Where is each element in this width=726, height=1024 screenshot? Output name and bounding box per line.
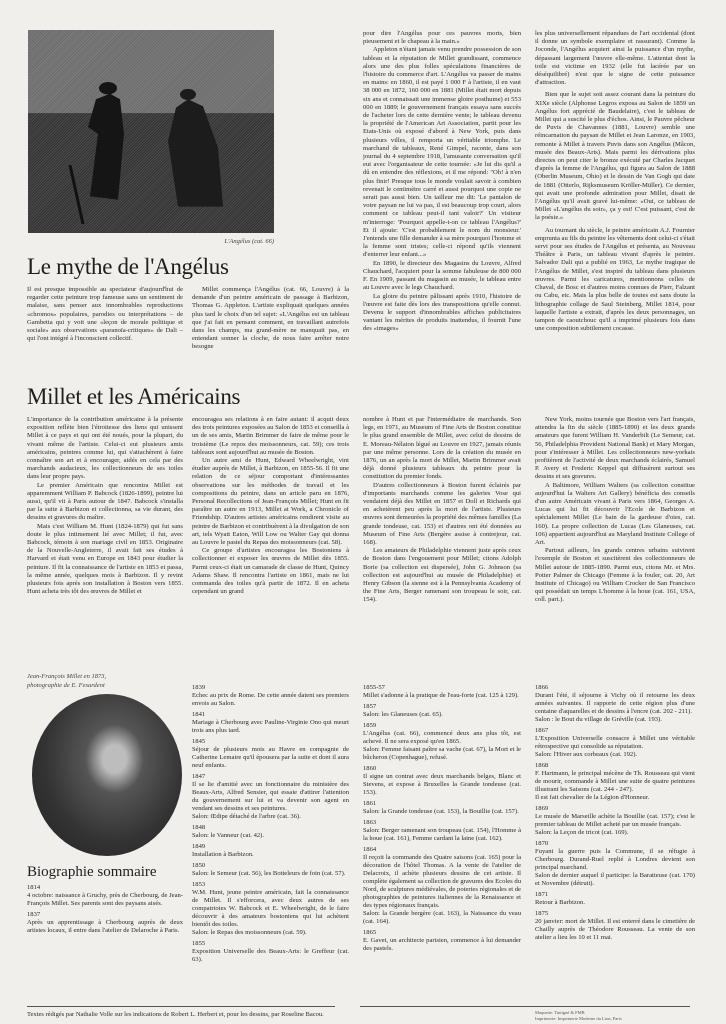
timeline-salon: Salon : le Bout du village de Gréville (cat. 193). — [535, 716, 662, 723]
timeline-year: 1863 — [363, 819, 377, 826]
timeline-text: Salon: le Vanneur (cat. 42). — [192, 832, 265, 839]
timeline-year: 1841 — [192, 711, 206, 718]
footer-rule — [360, 1006, 690, 1007]
bio-col-3 — [363, 684, 521, 956]
paragraph: L'importance de la contribution américaine à la présente exposition reflète bien l'étroitesse des liens qui unissent Millet à ce pays et qui ont été noués, pour la plupart, du vivant même de l'artiste. Celui-ci eut plusieurs amis américains, peintres comme lui, qui s'attachèrent à faire connaître son art et à encourager, aidés en cela par des marchands audacieux, les collectionneurs de ses toiles dans leur propre pays. — [27, 416, 183, 481]
timeline-text: Il se lie d'amitié avec un fonctionnaire du ministère des Beaux-Arts, Alfred Sensier, qui essaie d'attirer l'attention du gouvernement sur lui et va devenir son agent en vendant ses dessins et ses peintures. — [192, 781, 349, 812]
paragraph: New York, moins tournée que Boston vers l'art français, attendra la fin du siècle (1885-1890) et les deux grands amateurs que furent William H. Vanderbilt (Le Semeur, cat. 56, Philadelphia Provident National Bank) et Mary Morgan, pour s'intéresser à Millet. Les collectionneurs new-yorkais profitèrent de l'activité de deux marchands éclairés, Samuel P. Avery et Frederic Keppel qui diffusèrent surtout ses dessins et ses gravures. — [535, 416, 695, 481]
paragraph: Appleton n'étant jamais venu prendre possession de son tableau et la réputation de Millet grandissant, commence alors une des plus folles spéculations financières de l'histoire du commerce d'art. L'Angélus va passer de mains en mains: en 1860, il est payé 1 000 F à l'artiste, il en vaut 38 000 en 1872, 160 000 en 1881 (Millet était mort depuis six ans et connaissait une immense gloire posthume) et 553 000 en 1889; le gouvernement français essaya sans succès de l'acheter lors de cette dernière vente; le tableau devenu la propriété de l'American Art Association, partit pour les Etats-Unis où exposé d'abord à New York, puis dans plusieurs villes, il remporta un véritable triomphe. Le marchand de tableaux, René Gimpel, raconte, dans son journal du 4 septembre 1918, l'amusante conversation qu'il eut avec l'organisateur de cette tournée: «Je lui dis qu'il a dû en entendre des réflexions, et il me répond: "Oh! à n'en plus finir! Presque tous le monde voulait savoir à combien revenait le centimètre carré et aussi pourquoi une copie ne serait pas aussi bien. Un tailleur me dit: 'Le pantalon de votre paysan ne lui va pas, il est beaucoup trop court, alors comment ce tableau peut-il tant valoir?' Un visiteur m'interroge: 'Pourquoi appelle-t-on ce tableau l'Angélus?' Et il ajoute: 'C'est probablement le nom du monsieur.' J'entends une fille demander à sa mère pourquoi l'homme et la femme sont tristes; celle-ci répond qu'ils viennent d'enterrer leur enfant...» — [363, 46, 521, 259]
timeline-year: 1855 — [192, 940, 206, 947]
timeline-year: 1857 — [363, 703, 377, 710]
timeline-entry — [192, 940, 349, 964]
footer-printing — [535, 1010, 622, 1022]
timeline-text: Exposition Universelle des Beaux-Arts: le Greffeur (cat. 63). — [192, 948, 349, 963]
layout-credit: Maquette: Tintigné & FMB — [535, 1010, 585, 1015]
section-title-angelus: Le mythe de l'Angélus — [27, 254, 229, 279]
timeline-entry — [535, 840, 695, 888]
timeline-text: 4 octobre: naissance à Gruchy, près de Cherbourg, de Jean-François Millet. Ses parents sont des paysans aisés. — [27, 892, 183, 907]
timeline-salon: Salon: la Grande bergère (cat. 163), la Naissance du veau (cat. 164). — [363, 910, 521, 925]
timeline-salon: Salon: la Leçon de tricot (cat. 169). — [535, 829, 629, 836]
paragraph: La gloire du peintre pâlissant après 1910, l'histoire de l'œuvre est faite dès lors des transpositions qu'elle connut. Devenu le support d'innombrables affiches publicitaires vantant les mérites de produits inattendus, il fournit l'une des «images» — [363, 292, 521, 333]
paragraph: encouragea ses relations à en faire autant: il acquit deux des trois peintures exposées au Salon de 1853 et conseilla à un de ses amis, Martin Brimmer de faire de même pour le troisième (Le repos des moissonneurs, cat. 59); ces trois tableaux sont aujourd'hui au musée de Boston. — [192, 416, 349, 456]
portrait-caption — [27, 672, 106, 690]
paragraph: nombre à Hunt et par l'intermédiaire de marchands. Son legs, en 1971, au Museum of Fine Arts de Boston constitue le plus grand ensemble de Millet, avec celui de dessins de E. Moreau-Nélaton légué au Louvre en 1927, jamais réunis par une même personne. Lors de la création du musée en 1876, un an après la mort de Millet, Martin Brimmer avait déjà donné plusieurs tableaux du peintre pour la constitution du premier fonds. — [363, 416, 521, 481]
timeline-year: 1860 — [363, 765, 377, 772]
timeline-year: 1839 — [192, 684, 206, 691]
angelus-col-4 — [535, 30, 695, 333]
timeline-entry — [363, 800, 521, 816]
timeline-text: Salon: la Grande tondeuse (cat. 153), la Bouillie (cat. 157). — [363, 808, 519, 815]
paragraph: Au tournant du siècle, le peintre américain A.J. Fournier emprunta au fils du peintre les vêtements dont celui-ci s'était servi pour ses études de l'Angélus et présenta, au Nouveau Théâtre à Paris, un tableau vivant d'après le peintre. Salvador Dali qui a publié en 1963, Le mythe tragique de l'Angélus de Millet, s'est inspiré du tableau dans plusieurs œuvres. Parmi les caricatures, mentionnons celles de Chaval, de Bosc et d'autres moins connues de Pierr, Falzant ou Cabu, etc. Mais la plus belle de toutes est sans doute la lithographie collage de Saul Steinberg, Millet 1814, pour laquelle l'artiste a extrait, d'après les deux personnages, un tampon de caoutchouc qu'il a imprimé plusieurs fois dans une composition subtilement cocasse. — [535, 226, 695, 333]
timeline-entry — [535, 684, 695, 724]
timeline-text: Durant l'été, il séjourne à Vichy où il retourne les deux années suivantes. Il rapporte de cette région plus d'une centaine d'aquarelles et de dessins à l'encre (cat. 202 - 211). — [535, 692, 695, 715]
timeline-entry — [363, 846, 521, 926]
paragraph: Millet commença l'Angélus (cat. 66, Louvre) à la demande d'un peintre américain de passage à Barbizon, Thomas G. Appleton. L'artiste expliquait quelques années plus tard le choix d'un tel sujet: «L'Angélus est un tableau que j'ai fait en pensant comment, en travaillant autrefois dans les champs, ma grand-mère ne manquait pas, en entendant sonner la cloche, de nous faire arrêter notre besogne — [192, 286, 349, 351]
timeline-text: Il signe un contrat avec deux marchands belges, Blanc et Stevens, et expose à Bruxelles la Grande tondeuse (cat. 153). — [363, 773, 521, 796]
paragraph: Bien que le sujet soit assez courant dans la peinture du XIXe siècle (Alphonse Legros exposa au Salon de 1859 un Angélus fort apprécié de Baudelaire), c'est le tableau de Millet qui a suscité le plus d'échos. Ainsi, le Pauvre pêcheur de Puvis de Chavannes (1881, Louvre) semble une réincarnation du paysan de Millet et Jean Laronze, en 1903, remonte à Millet à travers Puvis dans son Angélus (Mâcon, musée des Beaux-Arts). Mais parmi les dérivations plus directes on peut citer le bronze exécuté par Charles Jacquet d'après la femme de l'Angélus, qui figura au Salon de 1888 (Oberlin Museum, Ohio) et le dessin de Van Gogh qui date de 1881 (Otterlo, Rijksmuseum Kröller-Müller). Ce dernier, qui avait une profonde admiration pour Millet, disait de l'Angélus qu'il avait gravé lui-même: «Oui, ce tableau de Millet «L'angélus du soir», ça y est! C'est puissant, c'est de la poésie.» — [535, 91, 695, 222]
timeline-year: 1848 — [192, 824, 206, 831]
timeline-entry — [535, 727, 695, 759]
timeline-text: Installation à Barbizon. — [192, 851, 254, 858]
timeline-text: 20 janvier: mort de Millet. Il est enterré dans le cimetière de Chailly auprès de Théodore Rousseau. La vente de son atelier a lieu les 10 et 11 mai. — [535, 918, 695, 941]
timeline-salon: Salon: le Repas des moissonneurs (cat. 59). — [192, 929, 307, 936]
timeline-year: 1871 — [535, 891, 549, 898]
bio-title: Biographie sommaire — [27, 864, 157, 880]
angelus-caption: L'Angélus (cat. 66) — [224, 238, 274, 245]
americains-col-4 — [535, 416, 695, 605]
timeline-year: 1845 — [192, 738, 206, 745]
paragraph: Partout ailleurs, les grands centres urbains suivirent l'exemple de Boston et suscitèrent des collectionneurs de Millet autour de 1885-1890. Parmi eux, citons Mr. et Mrs. Potter Palmer de Chicago (Femme à la fouler, cat. 20, Art Institute of Chicago) ou William Crocker de San Francisco qui possédait un temps L'homme à la houe (cat. 161, USA, coll. part.). — [535, 547, 695, 604]
paragraph: les plus universellement répandues de l'art occidental (dont il donne un symbole exemplaire et rassurant). Comme la Joconde, l'Angélus acquiert ainsi la puissance d'un mythe, dépassant largement l'œuvre elle-même. L'attentat dont la toile est victime en 1932 (elle fut lacérée par un déséquilibré) n'est que le signe de cette puissance d'attraction. — [535, 30, 695, 87]
timeline-year: 1837 — [27, 911, 41, 918]
angelus-painting-image — [28, 30, 274, 233]
paragraph: Le premier Américain que rencontra Millet est apparemment William P. Babcock (1826-1899), peintre lui aussi, qu'il vit à Paris autour de 1847. Babcock s'installa par la suite à Barbizon et collectionna, sa vie durant, des dessins et gravures du maître. — [27, 481, 183, 522]
timeline-salon: Salon de dernier auquel il participe: la Baratteuse (cat. 170) et Novembre (détruit). — [535, 872, 695, 887]
timeline-year: 1875 — [535, 910, 549, 917]
timeline-salon: Salon: Femme faisant paître sa vache (cat. 67), la Mort et le bûcheron (Copenhague), refusé. — [363, 746, 521, 761]
timeline-entry — [363, 819, 521, 843]
timeline-entry — [363, 929, 521, 953]
paragraph: pour dire l'Angélus pour ces pauvres morts, bien pieusement et le chapeau à la main.» — [363, 30, 521, 46]
timeline-year: 1868 — [535, 762, 549, 769]
timeline-year: 1867 — [535, 727, 549, 734]
timeline-text: Fuyant la guerre puis la Commune, il se réfugie à Cherbourg. Durand-Ruel replié à Londres devient son principal marchand. — [535, 848, 695, 871]
section-title-americains: Millet et les Américains — [27, 384, 241, 409]
footer-credits: Textes rédigés par Nathalie Volle sur les indications de Robert L. Herbert et, pour les dessins, par Roseline Bacou. — [27, 1011, 324, 1018]
paragraph: Un autre ami de Hunt, Edward Wheelwright, vint étudier auprès de Millet, à Barbizon, en 1855-56. Il fit une relation de ce séjour comportant d'intéressantes observations sur les méthodes de travail et les compositions du peintre, dans un article paru en 1876, Personal Recollections of Jean-François Millet; Hunt en fit paraître un autre en 1913, Millet at Work, a Chronicle of Friendship. D'autres artistes américains rendirent visite au peintre de Barbizon et contribuèrent à la divulgation de son art, tels Wyatt Eaton, Will Low ou Walter Gay qui donna au Louvre le pastel du Repas des moissonneurs (cat. 58). — [192, 457, 349, 547]
timeline-entry — [192, 773, 349, 821]
timeline-entry — [535, 762, 695, 802]
bio-col-4 — [535, 684, 695, 945]
portrait-caption-line: Jean-François Millet en 1873, — [27, 673, 107, 680]
timeline-entry — [192, 738, 349, 770]
timeline-salon: Salon: l'Hiver aux corbeaux (cat. 192). — [535, 751, 638, 758]
timeline-text: Salon: les Glaneuses (cat. 65). — [363, 711, 443, 718]
timeline-year: 1859 — [363, 722, 377, 729]
timeline-year: 1814 — [27, 884, 41, 891]
timeline-entry — [363, 765, 521, 797]
timeline-text: Le musée de Marseille achète la Bouillie (cat. 157); c'est le premier tableau de Millet acheté par un musée français. — [535, 813, 695, 828]
angelus-painting-figures — [28, 30, 274, 233]
timeline-text: F. Hartmann, le principal mécène de Th. Rousseau qui vient de mourir, commande à Millet une suite de quatre peintures illustrant les Saisons (cat. 244 - 247). — [535, 770, 695, 793]
timeline-text: Echec au prix de Rome. De cette année datent ses premiers envois au Salon. — [192, 692, 349, 707]
timeline-text: Salon: le Semeur (cat. 56), les Botteleurs de foin (cat. 57). — [192, 870, 346, 877]
timeline-year: 1850 — [192, 862, 206, 869]
timeline-entry — [535, 891, 695, 907]
angelus-col-2 — [192, 286, 349, 352]
timeline-text: Retour à Barbizon. — [535, 899, 585, 906]
timeline-entry — [535, 910, 695, 942]
paragraph: A Baltimore, William Walters (sa collection constitue aujourd'hui la Walters Art Gallery) bénéficia des conseils d'un autre Américain vivant à Paris vers 1864, Georges A. Lucas qui lui fit découvrir l'Ecole de Barbizon et spécialement Millet (Le bain de la gardeuse d'oies, cat. 160). La propre collection de Lucas (Les Glaneuses, cat. 106) appartient aujourd'hui au Maryland Institute College of Art. — [535, 481, 695, 547]
timeline-year: 1869 — [535, 805, 549, 812]
timeline-text: Séjour de plusieurs mois au Havre en compagnie de Catherine Lemaire qu'il épousera par la suite et dont il aura neuf enfants. — [192, 746, 349, 769]
printer-credit: Imprimerie: Imprimerie Moderne du Lion, Paris — [535, 1016, 622, 1021]
footer-rule — [27, 1006, 335, 1007]
timeline-text: L'Angélus (cat. 66), commencé deux ans plus tôt, est achevé. Il ne sera exposé qu'en 1865. — [363, 730, 521, 745]
americains-col-1 — [27, 416, 183, 596]
millet-portrait-photo — [32, 694, 182, 856]
timeline-entry — [27, 911, 183, 935]
timeline-entry — [535, 805, 695, 837]
timeline-year: 1865 — [363, 929, 377, 936]
paragraph: Mais c'est William M. Hunt (1824-1879) qui fut sans doute le plus intimement lié avec Millet; il fut, avec Babcock, témoin à son mariage civil en 1853. Originaire de la Nouvelle-Angleterre, il avait fait ses études à Harvard et était venu en Europe en 1843 pour étudier la peinture. Il fit la connaissance de l'artiste en 1853 et passa, la même année, quelques mois à Barbizon. Il y revint plusieurs fois après son installation à Boston vers 1855. Hunt acheta très tôt des œuvres de Millet et — [27, 522, 183, 596]
paragraph: Il est presque impossible au spectateur d'aujourd'hui de regarder cette peinture trop fameuse sans un sentiment de malaise, sans penser aux innombrables reproductions «chromos» populaires, parodies ou interprétations – de Gambetta qui y voit une «leçon de morale politique et sociale» aux observations «paranoïa-critiques» de Dali – qui l'ont intégré à l'inconscient collectif. — [27, 286, 183, 343]
timeline-year: 1861 — [363, 800, 377, 807]
timeline-year: 1855-57 — [363, 684, 385, 691]
timeline-text: Après un apprentissage à Cherbourg auprès de deux artistes locaux, il entre dans l'atelier de Delaroche à Paris. — [27, 919, 183, 934]
portrait-caption-line: photographie de E. Fesardent — [27, 682, 105, 689]
timeline-entry — [192, 843, 349, 859]
timeline-text: Il reçoit la commande des Quatre saisons (cat. 165) pour la décoration de l'hôtel Thomas. A la vente de l'atelier de Delacroix, il achète plusieurs dessins de cet artiste. Il complète également sa collection de gravures des Ecoles du Nord, de sculptures médiévales, de poteries régionales et de photographies de peintures italiennes de la Renaissance et des types régionaux français. — [363, 854, 521, 909]
americains-col-2 — [192, 416, 349, 596]
timeline-entry — [27, 884, 183, 908]
timeline-entry — [192, 824, 349, 840]
timeline-entry — [192, 711, 349, 735]
timeline-text: Salon: Berger ramenant son troupeau (cat. 154), l'Homme à la houe (cat. 161), Femme cardant la laine (cat. 162). — [363, 827, 521, 842]
timeline-entry — [192, 881, 349, 937]
bio-col-2 — [192, 684, 349, 967]
timeline-text: E. Gavet, un architecte parisien, commence à lui demander des pastels. — [363, 937, 521, 952]
paragraph: En 1890, le directeur des Magasins du Louvre, Alfred Chauchard, l'acquiert pour la somme fabuleuse de 800 000 F. En 1909, passant du magasin au musée, le tableau entre au Louvre avec le legs Chauchard. — [363, 259, 521, 292]
paragraph: Les amateurs de Philadelphie viennent juste après ceux de Boston dans l'engouement pour Millet; citons Adolph Borie (sa collection est dispersée), John G. Johnson (sa collection est aujourd'hui au musée de Philadelphie) et Henry Gibson (la sienne est à la Pennsylvania Academy of the Fine Arts, Berger ramenant son troupeau le soir, cat. 154). — [363, 547, 521, 604]
timeline-entry — [192, 684, 349, 708]
timeline-text: L'Exposition Universelle consacre à Millet une véritable rétrospective qui consolide sa réputation. — [535, 735, 695, 750]
timeline-salon: Il est fait chevalier de la Légion d'Honneur. — [535, 794, 650, 801]
timeline-entry — [363, 684, 521, 700]
angelus-col-3 — [363, 30, 521, 334]
americains-col-3 — [363, 416, 521, 605]
timeline-entry — [363, 703, 521, 719]
timeline-year: 1849 — [192, 843, 206, 850]
timeline-text: Mariage à Cherbourg avec Pauline-Virginie Ono qui meurt trois ans plus tard. — [192, 719, 349, 734]
timeline-year: 1866 — [535, 684, 549, 691]
timeline-salon: Salon: Œdipe détaché de l'arbre (cat. 36). — [192, 813, 301, 820]
timeline-text: W.M. Hunt, jeune peintre américain, fait la connaissance de Millet. Il s'efforcera, avec deux autres de ses compatriotes W. Babcock et E. Wheelwright, de le faire découvrir à des amateurs bostoniens qui lui achètent bientôt des toiles. — [192, 889, 349, 928]
timeline-year: 1853 — [192, 881, 206, 888]
timeline-entry — [192, 862, 349, 878]
bio-col-1 — [27, 884, 183, 938]
timeline-year: 1847 — [192, 773, 206, 780]
timeline-text: Millet s'adonne à la pratique de l'eau-forte (cat. 125 à 129). — [363, 692, 519, 699]
timeline-year: 1870 — [535, 840, 549, 847]
angelus-col-1 — [27, 286, 183, 343]
paragraph: D'autres collectionneurs à Boston furent éclairés par d'importants marchands comme les galeries Vose qui vendaient déjà des Millet en 1857 et Doll et Richards qui en achetèrent peu après la mort de l'artiste. Plusieurs œuvres sont demeurées la propriété des mêmes familles (La grande tondeuse, cat. 153) et d'autres ont été données au Museum of Fine Arts (Bergère assise à contrejour, cat. 168). — [363, 481, 521, 547]
paragraph: Ce groupe d'artistes encouragea les Bostoniens à collectionner et exposer les œuvres de Millet dès 1855. Parmi ceux-ci était un camarade de classe de Hunt, Quincy Adams Shaw. Il rencontra l'artiste en 1861, mais ne lui commanda des toiles qu'à partir de 1872. Il en acheta cependant un grand — [192, 547, 349, 596]
timeline-entry — [363, 722, 521, 762]
timeline-year: 1864 — [363, 846, 377, 853]
